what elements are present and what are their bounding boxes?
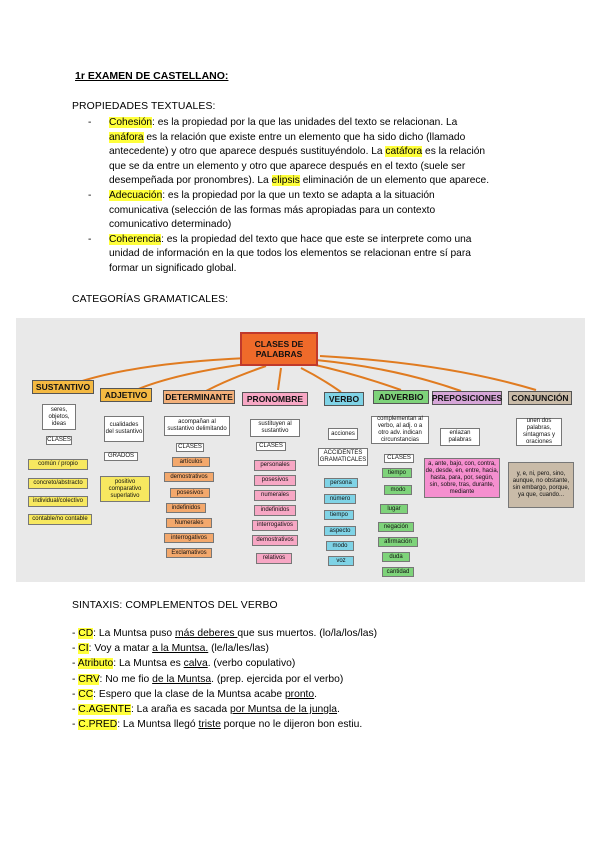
list-item: - Atributo: La Muntsa es calva. (verbo copulativo): [72, 658, 296, 670]
node-verbo-modo: modo: [326, 541, 354, 551]
text: antecedente) y otro que aparece después sustituyéndolo. La: [109, 146, 386, 158]
node-verbo-aspecto: aspecto: [324, 526, 356, 536]
node-sustantivo-individual: individual/colectivo: [28, 496, 88, 507]
label-c-pred: C.PRED: [78, 719, 118, 731]
node-determinante-articulos: artículos: [172, 457, 210, 467]
underlined-text: triste: [198, 719, 221, 731]
node-verbo-voz: voz: [328, 556, 354, 566]
sintaxis-heading: SINTAXIS: COMPLEMENTOS DEL VERBO: [72, 600, 278, 611]
label-ci: CI: [78, 643, 89, 655]
node-adverbio-negacion: negación: [378, 522, 414, 532]
underlined-text: calva: [183, 658, 208, 670]
text: unidad de información en la que todos los elementos se relacionan entre sí para: [109, 248, 471, 260]
node-determinante-def: acompañan al sustantivo delimitando: [164, 416, 230, 436]
node-determinante-interrogativos: interrogativos: [164, 533, 214, 543]
node-preposiciones-def: enlazan palabras: [440, 428, 480, 446]
node-adverbio-cantidad: cantidad: [382, 567, 414, 577]
node-pronombre-numerales: numerales: [254, 490, 296, 501]
categorias-heading: CATEGORÍAS GRAMATICALES:: [72, 294, 229, 305]
list-item: - CRV: No me fio de la Muntsa. (prep. ejercida por el verbo): [72, 673, 344, 685]
cat-sustantivo: SUSTANTIVO: [32, 380, 94, 394]
node-verbo-persona: persona: [324, 478, 358, 488]
propiedades-list: [88, 116, 528, 277]
term-coherencia: Coherencia: [109, 233, 162, 245]
term-adecuacion: Adecuación: [109, 189, 163, 201]
list-item: - C.PRED: La Muntsa llegó triste porque no le dijeron bon estiu.: [72, 719, 363, 731]
node-adverbio-def: complementan al verbo, al adj. o a otro adv. indican circunstancias: [371, 416, 429, 444]
node-pronombre-posesivos: posesivos: [254, 475, 296, 486]
node-adverbio-clases: CLASES: [384, 454, 414, 463]
text: : La araña es sacada: [130, 704, 230, 716]
underlined-text: por Muntsa de la jungla: [229, 704, 338, 716]
node-adverbio-afirmacion: afirmación: [378, 537, 418, 547]
underlined-text: a la Muntsa.: [152, 643, 209, 655]
label-crv: CRV: [78, 673, 100, 685]
node-determinante-indefinidos: indefinidos: [166, 503, 206, 513]
node-sustantivo-def: seres, objetos, ideas: [42, 404, 76, 430]
node-adjetivo-def: cualidades del sustantivo: [104, 416, 144, 442]
term-anafora: anáfora: [109, 131, 144, 143]
text: .: [337, 704, 340, 716]
cat-verbo: VERBO: [324, 392, 364, 406]
text: que se da entre un elemento y otro que aparece después en el texto (suele ser: [109, 160, 466, 172]
list-item: - Adecuación: es la propiedad por la que un texto se adapta a la situación comunicativa (selección de las formas más apropiadas para un contexto comunicativo determinado): [88, 189, 436, 231]
node-adverbio-lugar: lugar: [380, 504, 408, 514]
term-elipsis: elipsis: [271, 175, 300, 187]
node-preposiciones-list: a, ante, bajo, con, contra, de, desde, en, entre, hacia, hasta, para, por, según, sin, sobre, tras, durante, mediante: [424, 458, 500, 498]
label-c-agente: C.AGENTE: [78, 704, 131, 716]
list-item: - CD: La Muntsa puso más deberes que sus muertos. (lo/la/los/las): [72, 628, 378, 639]
text: : La Muntsa es: [113, 658, 184, 670]
node-conjuncion-def: unen dos palabras, sintagmas y oraciones: [516, 418, 562, 446]
cat-conjuncion: CONJUNCIÓN: [508, 391, 572, 405]
node-pronombre-def: sustituyen al sustantivo: [250, 419, 300, 437]
node-pronombre-relativos: relativos: [256, 553, 292, 564]
node-determinante-posesivos: posesivos: [170, 488, 210, 498]
propiedades-heading: PROPIEDADES TEXTUALES:: [72, 101, 216, 112]
text: : No me fio: [99, 673, 153, 685]
list-item: - CC: Espero que la clase de la Muntsa acabe pronto.: [72, 688, 318, 700]
node-adjetivo-grados: GRADOS: [104, 452, 138, 461]
node-determinante-exclamativos: Exclamativos: [166, 548, 212, 558]
node-determinante-demostrativos: demostrativos: [164, 472, 214, 482]
list-item: - Cohesión: es la propiedad por la que las unidades del texto se relacionan. La anáfora es la relación que existe entre un elemento que ha sido dicho (llamado antecedente) y otro que aparece después sustituyéndolo. La catáfora es la relación que se da entre un elemento y otro que aparece después en el texto (suele ser desempeñada por pronombres). La elipsis eliminación de un elemento que aparece.: [88, 117, 490, 187]
text: comunicativo determinado): [109, 219, 232, 231]
node-pronombre-indefinidos: indefinidos: [254, 505, 296, 516]
sintaxis-list: [72, 626, 377, 732]
text: eliminación de un elemento que aparece.: [299, 175, 490, 187]
node-verbo-tiempo: tiempo: [324, 510, 354, 520]
page-title: 1r EXAMEN DE CASTELLANO:: [75, 70, 229, 82]
list-item: - C.AGENTE: La araña es sacada por Muntsa de la jungla.: [72, 704, 340, 716]
text: : La Muntsa puso: [93, 628, 176, 639]
node-sustantivo-contable: contable/no contable: [28, 514, 92, 525]
node-conjuncion-list: y, e, ni, pero, sino, aunque, no obstante, sin embargo, porque, ya que, cuando...: [508, 462, 574, 508]
node-pronombre-interrogativos: interrogativos: [252, 520, 298, 531]
node-determinante-clases: CLASES: [176, 443, 204, 452]
label-cc: CC: [78, 688, 94, 700]
text: . (prep. ejercida por el verbo): [211, 673, 344, 685]
text: : es la propiedad del texto que hace que este se interprete como una: [161, 233, 472, 245]
cat-adjetivo: ADJETIVO: [100, 388, 152, 402]
node-sustantivo-clases: CLASES: [47, 437, 71, 443]
list-item: - CI: Voy a matar a la Muntsa. (le/la/les/las): [72, 643, 269, 655]
label-atributo: Atributo: [77, 658, 114, 670]
concept-map: [16, 318, 585, 582]
text: comunicativa (selección de las formas más apropiadas para un contexto: [109, 204, 436, 216]
cat-determinante: DETERMINANTE: [163, 390, 235, 404]
text: : La Muntsa llegó: [117, 719, 199, 731]
term-cohesion: Cohesión: [109, 117, 153, 128]
node-adverbio-modo: modo: [384, 485, 412, 495]
cat-preposiciones: PREPOSICIONES: [432, 391, 502, 405]
term-catafora: catáfora: [385, 146, 423, 158]
list-item: - Coherencia: es la propiedad del texto que hace que este se interprete como una unidad de información en la que todos los elementos se relacionan entre sí para formar un significado global.: [88, 233, 472, 274]
text: . (verbo copulativo): [207, 658, 296, 670]
node-sustantivo-concreto: concreto/abstracto: [28, 478, 88, 489]
node-verbo-accidentes: ACCIDENTES GRAMATICALES: [318, 448, 368, 466]
underlined-text: más deberes: [175, 628, 238, 639]
root-node: CLASES DE PALABRAS: [240, 332, 318, 366]
underlined-text: de la Muntsa: [152, 673, 212, 685]
node-verbo-def: acciones: [328, 428, 358, 440]
node-adverbio-duda: duda: [382, 552, 410, 562]
text: : es la propiedad por la que las unidades del texto se relacionan. La: [152, 117, 458, 128]
node-verbo-numero: número: [324, 494, 356, 504]
text: .: [314, 688, 318, 700]
text: es la relación: [422, 146, 486, 158]
node-adjetivo-grados-list: positivo comparativo superlativo: [100, 476, 150, 502]
text: : Voy a matar: [88, 643, 153, 655]
node-pronombre-demostrativos: demostrativos: [252, 535, 298, 546]
text: desempeñada por pronombres). La: [109, 175, 272, 187]
text: : Espero que la clase de la Muntsa acabe: [93, 688, 285, 700]
node-adverbio-tiempo: tiempo: [382, 468, 412, 478]
text: (le/la/les/las): [208, 643, 269, 655]
node-determinante-numerales: Numerales: [166, 518, 212, 528]
text: : es la propiedad por la que un texto se adapta a la situación: [162, 189, 435, 201]
node-sustantivo-comun: común / propio: [28, 459, 88, 470]
node-pronombre-personales: personales: [254, 460, 296, 471]
text: formar un significado global.: [109, 262, 237, 274]
cat-adverbio: ADVERBIO: [373, 390, 429, 404]
cat-pronombre: PRONOMBRE: [242, 392, 308, 406]
text: que sus muertos. (lo/la/los/las): [237, 628, 378, 639]
label-cd: CD: [78, 628, 94, 639]
underlined-text: pronto: [284, 688, 315, 700]
text: porque no le dijeron bon estiu.: [220, 719, 363, 731]
text: es la relación que existe entre un elemento que ha sido dicho (llamado: [143, 131, 466, 143]
node-pronombre-clases: CLASES: [256, 442, 286, 451]
